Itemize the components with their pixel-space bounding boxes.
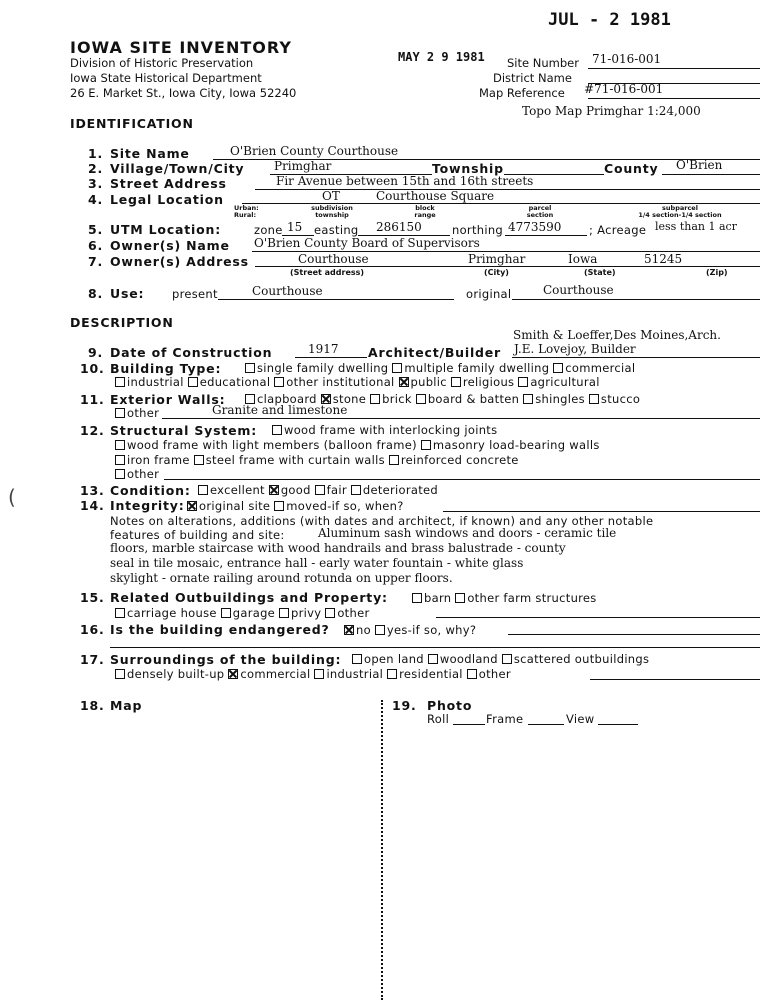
commercial-checkbox[interactable] (553, 363, 563, 373)
public-label: public (410, 375, 447, 389)
view-label: View (566, 712, 595, 726)
f4-num: 4. (88, 192, 104, 207)
village-label: Village/Town/City (110, 161, 245, 176)
block-caption: block (415, 204, 435, 212)
moved-label: moved-if so, when? (286, 499, 404, 513)
other-structural-checkbox[interactable] (115, 469, 125, 479)
zone-value[interactable]: 15 (287, 220, 303, 234)
header-line2: Iowa State Historical Department (70, 71, 262, 85)
f14-num: 14. (80, 498, 105, 513)
reinforced-concrete-checkbox[interactable] (389, 455, 399, 465)
f1-num: 1. (88, 146, 104, 161)
iron-frame-label: iron frame (127, 453, 190, 467)
f15-num: 15. (80, 590, 105, 605)
roll-label: Roll (427, 712, 450, 726)
barn-checkbox[interactable] (412, 593, 422, 603)
commercial-label: commercial (565, 361, 636, 375)
surroundings-label: Surroundings of the building: (110, 652, 342, 667)
city-caption: (City) (484, 268, 509, 277)
owner-street-value[interactable]: Courthouse (298, 252, 369, 266)
reinforced-concrete-label: reinforced concrete (400, 453, 519, 467)
residential-checkbox[interactable] (387, 669, 397, 679)
carriage-house-label: carriage house (127, 606, 217, 620)
f8-num: 8. (88, 286, 104, 301)
steel-frame-label: steel frame with curtain walls (205, 453, 385, 467)
legal-location-label: Legal Location (110, 192, 224, 207)
endangered-yes-label: yes-if so, why? (386, 623, 477, 637)
map-photo-divider (381, 700, 383, 1000)
architect-note: Smith & Loeffer,Des Moines,Arch. (513, 328, 721, 342)
original-site-label: original site (199, 499, 271, 513)
original-value[interactable]: Courthouse (543, 283, 614, 297)
f6-num: 6. (88, 238, 104, 253)
other-institutional-checkbox[interactable] (274, 377, 284, 387)
privy-checkbox[interactable] (279, 608, 289, 618)
frame-label: Frame (486, 712, 524, 726)
board-batten-checkbox[interactable] (416, 394, 426, 404)
iron-frame-checkbox[interactable] (115, 455, 125, 465)
dated-stamp: MAY 2 9 1981 (398, 50, 485, 64)
excellent-label: excellent (210, 483, 265, 497)
balloon-frame-label: wood frame with light members (balloon frame) (127, 438, 417, 452)
surroundings-commercial-checkbox[interactable] (228, 669, 238, 679)
scattered-outbuildings-checkbox[interactable] (502, 654, 512, 664)
carriage-house-checkbox[interactable] (115, 608, 125, 618)
notes-typed4[interactable]: skylight - ornate railing around rotunda on upper floors. (110, 571, 453, 585)
educational-checkbox[interactable] (188, 377, 198, 387)
acreage-label: ; Acreage (589, 223, 647, 237)
open-land-checkbox[interactable] (352, 654, 362, 664)
moved-checkbox[interactable] (274, 501, 284, 511)
rural-caption: Rural: (234, 211, 257, 219)
other-farm-checkbox[interactable] (455, 593, 465, 603)
brick-checkbox[interactable] (370, 394, 380, 404)
other-institutional-label: other institutional (286, 375, 395, 389)
outbuildings-label: Related Outbuildings and Property: (110, 590, 388, 605)
county-label: County (604, 161, 659, 176)
f5-num: 5. (88, 222, 104, 237)
surroundings-industrial-label: industrial (326, 667, 384, 681)
range-caption: range (414, 211, 436, 219)
public-checkbox[interactable] (399, 377, 409, 387)
utm-label: UTM Location: (110, 222, 222, 237)
form-title: IOWA SITE INVENTORY (70, 38, 292, 57)
other-outbuilding-label: other (337, 606, 370, 620)
architect-value[interactable]: J.E. Lovejoy, Builder (514, 342, 636, 356)
township-label: Township (432, 161, 504, 176)
f7-num: 7. (88, 254, 104, 269)
other-walls-checkbox[interactable] (115, 408, 125, 418)
good-label: good (280, 483, 311, 497)
integrity-label: Integrity: (110, 498, 185, 513)
owner-state-value[interactable]: Iowa (568, 252, 598, 266)
original-label: original (466, 287, 512, 301)
stucco-checkbox[interactable] (589, 394, 599, 404)
balloon-frame-checkbox[interactable] (115, 440, 125, 450)
present-label: present (172, 287, 218, 301)
agricultural-checkbox[interactable] (518, 377, 528, 387)
shingles-checkbox[interactable] (523, 394, 533, 404)
other-farm-label: other farm structures (467, 591, 597, 605)
notes-line2: features of building and site: (110, 528, 285, 542)
f18-num: 18. (80, 698, 105, 713)
owner-address-label: Owner(s) Address (110, 254, 249, 269)
street-caption: (Street address) (290, 268, 365, 277)
multiple-family-checkbox[interactable] (392, 363, 402, 373)
building-type-label: Building Type: (110, 361, 222, 376)
other-walls-label: other (127, 406, 160, 420)
subdivision-caption: subdivision (311, 204, 353, 212)
owner-city-value[interactable]: Primghar (468, 252, 526, 266)
other-structural-label: other (127, 467, 160, 481)
shingles-label: shingles (535, 392, 585, 406)
surroundings-other-label: other (478, 667, 511, 681)
steel-frame-checkbox[interactable] (194, 455, 204, 465)
header-line3: 26 E. Market St., Iowa City, Iowa 52240 (70, 86, 297, 100)
surroundings-commercial-label: commercial (240, 667, 311, 681)
street-address-value[interactable]: Fir Avenue between 15th and 16th streets (276, 174, 534, 188)
educational-label: educational (199, 375, 271, 389)
f17-num: 17. (80, 652, 105, 667)
good-checkbox[interactable] (269, 485, 279, 495)
site-number-value[interactable]: 71-016-001 (592, 52, 662, 66)
f12-num: 12. (80, 423, 105, 438)
district-name-label: District Name (493, 71, 572, 85)
present-value[interactable]: Courthouse (252, 284, 323, 298)
surroundings-other-checkbox[interactable] (467, 669, 477, 679)
f13-num: 13. (80, 483, 105, 498)
scan-mark: ( (8, 485, 16, 509)
densely-built-label: densely built-up (127, 667, 225, 681)
owner-name-label: Owner(s) Name (110, 238, 230, 253)
map-label: Map (110, 698, 143, 713)
date-construction-label: Date of Construction (110, 345, 273, 360)
use-label: Use: (110, 286, 145, 301)
map-reference-label: Map Reference (479, 86, 565, 100)
map-reference-value[interactable]: #71-016-001 (584, 82, 664, 96)
religious-label: religious (462, 375, 515, 389)
deteriorated-label: deteriorated (362, 483, 439, 497)
street-address-label: Street Address (110, 176, 227, 191)
urban-caption: Urban: (234, 204, 259, 212)
f16-num: 16. (80, 622, 105, 637)
description-heading: DESCRIPTION (70, 315, 174, 330)
notes-typed3[interactable]: seal in tile mosaic, entrance hall - early water fountain - white glass (110, 556, 524, 570)
notes-typed1[interactable]: Aluminum sash windows and doors - ceramic tile (318, 526, 617, 540)
photo-label: Photo (427, 698, 473, 713)
easting-value[interactable]: 286150 (376, 220, 422, 234)
easting-label: easting (314, 223, 359, 237)
scattered-outbuildings-label: scattered outbuildings (513, 652, 650, 666)
state-caption: (State) (584, 268, 616, 277)
fair-checkbox[interactable] (315, 485, 325, 495)
endangered-yes-checkbox[interactable] (375, 625, 385, 635)
other-outbuilding-checkbox[interactable] (325, 608, 335, 618)
woodland-checkbox[interactable] (428, 654, 438, 664)
masonry-checkbox[interactable] (421, 440, 431, 450)
subparcel-caption: subparcel (662, 204, 698, 212)
northing-label: northing (452, 223, 504, 237)
owner-zip-value[interactable]: 51245 (644, 252, 683, 266)
barn-label: barn (424, 591, 452, 605)
religious-checkbox[interactable] (451, 377, 461, 387)
surroundings-industrial-checkbox[interactable] (314, 669, 324, 679)
endangered-label: Is the building endangered? (110, 622, 330, 637)
multiple-family-label: multiple family dwelling (404, 361, 550, 375)
site-name-label: Site Name (110, 146, 190, 161)
f10-num: 10. (80, 361, 105, 376)
acreage-value[interactable]: less than 1 acr (655, 220, 737, 233)
garage-checkbox[interactable] (221, 608, 231, 618)
interlocking-joints-checkbox[interactable] (272, 425, 282, 435)
architect-label: Architect/Builder (368, 345, 502, 360)
open-land-label: open land (364, 652, 424, 666)
zip-caption: (Zip) (706, 268, 728, 277)
quarter-section-caption: 1/4 section-1/4 section (638, 211, 722, 219)
topo-map: Topo Map Primghar 1:24,000 (522, 104, 701, 118)
densely-built-checkbox[interactable] (115, 669, 125, 679)
header-line1: Division of Historic Preservation (70, 56, 254, 70)
brick-label: brick (382, 392, 412, 406)
interlocking-joints-label: wood frame with interlocking joints (284, 423, 498, 437)
section-caption: section (526, 211, 554, 219)
single-family-checkbox[interactable] (245, 363, 255, 373)
f11-num: 11. (80, 392, 105, 407)
deteriorated-checkbox[interactable] (351, 485, 361, 495)
exterior-walls-label: Exterior Walls: (110, 392, 226, 407)
woodland-label: woodland (439, 652, 498, 666)
legal-location-a[interactable]: OT (322, 189, 340, 203)
notes-typed2[interactable]: floors, marble staircase with wood handrails and brass balustrade - county (110, 541, 566, 555)
single-family-label: single family dwelling (257, 361, 389, 375)
zone-label: zone (254, 223, 283, 237)
township-caption: township (315, 211, 349, 219)
legal-location-b[interactable]: Courthouse Square (376, 189, 495, 203)
excellent-checkbox[interactable] (198, 485, 208, 495)
endangered-no-label: no (356, 623, 371, 637)
northing-value[interactable]: 4773590 (508, 220, 562, 234)
county-value[interactable]: O'Brien (676, 158, 723, 172)
owner-name-value[interactable]: O'Brien County Board of Supervisors (254, 236, 480, 250)
industrial-label: industrial (127, 375, 184, 389)
board-batten-label: board & batten (427, 392, 520, 406)
f3-num: 3. (88, 176, 104, 191)
f19-num: 19. (392, 698, 417, 713)
endangered-no-checkbox[interactable] (344, 625, 354, 635)
parcel-caption: parcel (528, 204, 552, 212)
residential-label: residential (399, 667, 463, 681)
agricultural-label: agricultural (530, 375, 600, 389)
site-number-label: Site Number (507, 56, 579, 70)
f9-num: 9. (88, 345, 104, 360)
stone-label: stone (332, 392, 367, 406)
stucco-label: stucco (600, 392, 641, 406)
original-site-checkbox[interactable] (187, 501, 197, 511)
village-value[interactable]: Primghar (274, 159, 332, 173)
fair-label: fair (326, 483, 347, 497)
structural-system-label: Structural System: (110, 423, 258, 438)
identification-heading: IDENTIFICATION (70, 116, 194, 131)
site-name-value[interactable]: O'Brien County Courthouse (230, 144, 399, 158)
industrial-checkbox[interactable] (115, 377, 125, 387)
received-date-stamp: JUL - 2 1981 (548, 10, 671, 30)
date-construction-value[interactable]: 1917 (308, 342, 339, 356)
notes-line1: Notes on alterations, additions (with dates and architect, if known) and any other notable (110, 514, 654, 528)
f2-num: 2. (88, 161, 104, 176)
privy-label: privy (291, 606, 322, 620)
masonry-label: masonry load-bearing walls (432, 438, 600, 452)
other-walls-value[interactable]: Granite and limestone (212, 403, 348, 417)
clapboard-label: clapboard (257, 392, 317, 406)
garage-label: garage (232, 606, 276, 620)
condition-label: Condition: (110, 483, 191, 498)
